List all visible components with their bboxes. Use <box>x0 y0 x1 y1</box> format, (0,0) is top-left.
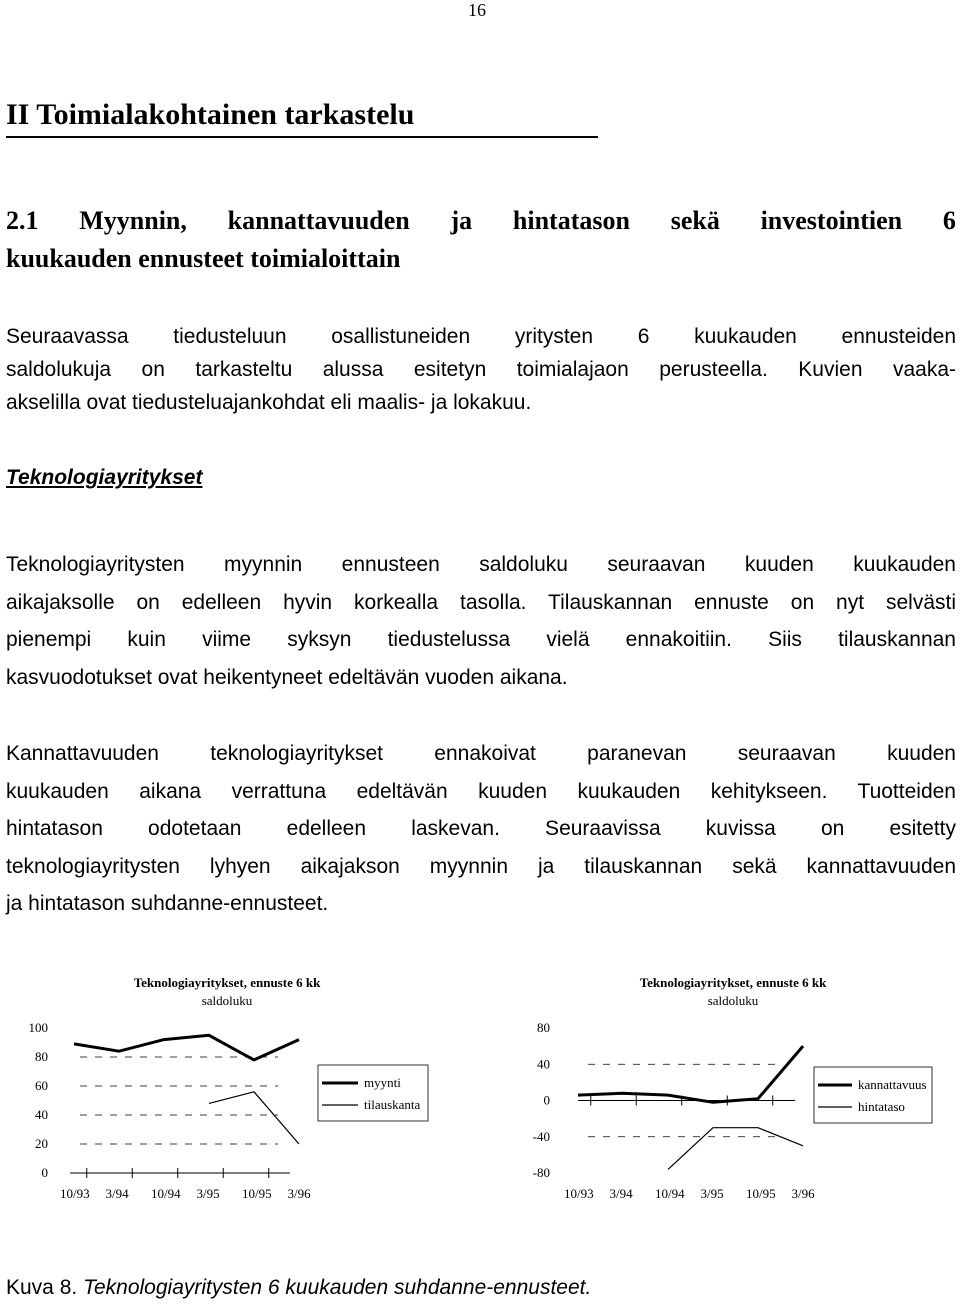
y-tick-label: 80 <box>35 1049 48 1064</box>
heading-word: investointien <box>760 206 903 235</box>
paragraph-line: kuukauden aikana verrattuna edeltävän kuuden kuukauden kehitykseen. Tuotteiden <box>6 779 956 803</box>
x-tick-label: 10/95 <box>242 1186 272 1201</box>
paragraph-line: Teknologiayritysten myynnin ennusteen saldoluku seuraavan kuuden kuukauden <box>6 553 956 576</box>
x-tick-label: 3/94 <box>609 1186 633 1201</box>
heading-word: sekä <box>670 206 720 235</box>
paragraph-line: kasvuodotukset ovat heikentyneet edeltävän vuoden aikana. <box>6 665 568 689</box>
chart-subtitle: saldoluku <box>201 993 253 1008</box>
legend-box <box>814 1067 932 1123</box>
x-tick-label: 3/94 <box>105 1186 129 1201</box>
paragraph-line: pienempi kuin viime syksyn tiedustelussa vielä ennakoitiin. Siis tilauskannan <box>6 628 956 651</box>
chart-title: Teknologiayritykset, ennuste 6 kk <box>639 975 827 990</box>
section-heading-line2: kuukauden ennusteet toimialoittain <box>6 244 401 273</box>
x-tick-label: 10/95 <box>746 1186 776 1201</box>
x-tick-label: 10/94 <box>151 1186 181 1201</box>
paragraph-line: Kannattavuuden teknologiayritykset ennakoivat paranevan seuraavan kuuden <box>6 742 956 765</box>
x-tick-label: 10/94 <box>655 1186 685 1201</box>
heading-word: kannattavuuden <box>227 206 410 235</box>
legend-box <box>318 1065 428 1121</box>
caption-label: Kuva 8. <box>6 1276 84 1299</box>
paragraph-line: akselilla ovat tiedusteluajankohdat eli maalis- ja lokakuu. <box>6 391 532 414</box>
y-tick-label: 80 <box>537 1020 550 1035</box>
legend-label: tilauskanta <box>364 1097 421 1112</box>
subsection-title: Teknologiayritykset <box>6 466 203 489</box>
paragraph-line: ja hintatason suhdanne-ennusteet. <box>6 892 329 915</box>
legend-label: hintataso <box>858 1099 905 1114</box>
x-tick-label: 3/96 <box>287 1186 311 1201</box>
chart-figure <box>0 965 960 1215</box>
section-heading <box>6 202 956 278</box>
series-line-tilauskanta <box>209 1092 299 1144</box>
paragraph-line: aikajaksolle on edelleen hyvin korkealla tasolla. Tilauskannan ennuste on nyt selvästi <box>6 590 956 614</box>
paragraph-line: Seuraavassa tiedusteluun osallistuneiden yritysten 6 kuukauden ennusteiden <box>6 325 956 348</box>
series-line-hintataso <box>668 1128 803 1170</box>
paragraph-line: hintatason odotetaan edelleen laskevan. Seuraavissa kuvissa on esitetty <box>6 817 956 840</box>
y-tick-label: 40 <box>537 1056 550 1072</box>
intro-paragraph <box>6 320 956 419</box>
caption-text: Teknologiayritysten 6 kuukauden suhdanne-ennusteet. <box>83 1276 592 1299</box>
y-tick-label: 40 <box>35 1107 48 1122</box>
heading-word: hintatason <box>512 206 630 235</box>
x-tick-label: 3/95 <box>700 1186 724 1201</box>
x-tick-label: 10/93 <box>564 1186 594 1201</box>
series-line-myynti <box>74 1035 299 1060</box>
x-tick-label: 3/96 <box>791 1186 815 1201</box>
y-tick-label: 0 <box>41 1165 48 1180</box>
paragraph-line: teknologiayritysten lyhyen aikajakson myynnin ja tilauskannan sekä kannattavuuden <box>6 854 956 878</box>
series-line-kannattavuus <box>578 1046 803 1102</box>
x-tick-label: 10/93 <box>60 1186 90 1201</box>
chart-title: Teknologiayritykset, ennuste 6 kk <box>133 975 321 990</box>
profitability-paragraph <box>6 735 956 923</box>
y-tick-label: 100 <box>28 1020 48 1035</box>
page-number: 16 <box>468 0 486 20</box>
x-tick-label: 3/95 <box>196 1186 220 1201</box>
sales-paragraph <box>6 546 956 696</box>
heading-word: 2.1 <box>6 206 39 235</box>
heading-word: ja <box>450 206 473 235</box>
heading-word: Myynnin, <box>79 206 187 235</box>
heading-word: 6 <box>942 206 956 235</box>
figure-caption <box>6 1276 591 1300</box>
y-tick-label: -80 <box>532 1165 550 1180</box>
legend-label: kannattavuus <box>858 1077 927 1092</box>
y-tick-label: 60 <box>35 1078 48 1093</box>
y-tick-label: -40 <box>532 1128 550 1144</box>
chart-subtitle: saldoluku <box>707 993 759 1008</box>
chapter-heading: II Toimialakohtainen tarkastelu <box>6 96 598 138</box>
paragraph-line: saldolukuja on tarkasteltu alussa esitetyn toimialajaon perusteella. Kuvien vaaka- <box>6 358 956 381</box>
section-heading-line1 <box>6 202 956 240</box>
y-tick-label: 20 <box>35 1136 48 1151</box>
legend-label: myynti <box>364 1075 401 1090</box>
y-tick-label: 0 <box>543 1092 550 1108</box>
